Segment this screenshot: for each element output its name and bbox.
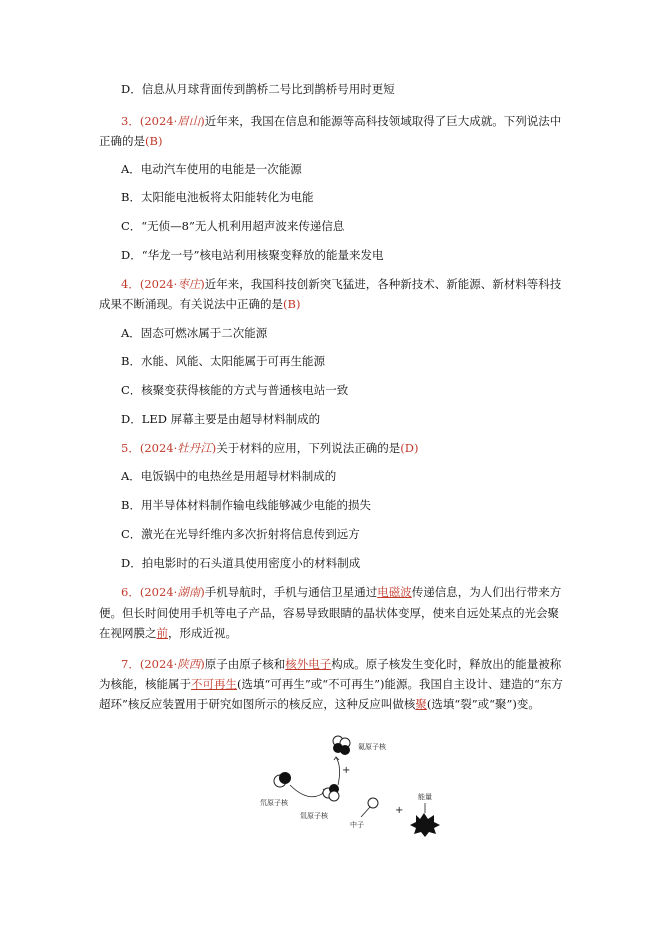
q5-source-close: ) (211, 441, 217, 455)
q7-source-open: (2024· (139, 657, 178, 671)
q4-stem-line2 (99, 296, 300, 312)
q5-source-place: 牡丹江 (177, 441, 212, 455)
q3-source-open: (2024· (139, 114, 178, 128)
q7-stem-text: 原子由原子核和 (204, 657, 286, 671)
q4-option-a: A．固态可燃冰属于二次能源 (121, 326, 268, 340)
arrow-left (290, 785, 326, 797)
q6-stem-text-post: 传递信息，为人们出行带来方 (411, 585, 562, 599)
q3-option-c: C．“无侦—8”无人机利用超声波来传递信息 (121, 219, 345, 233)
q4-source-place: 枣庄 (177, 277, 201, 291)
q6-source-close: ) (200, 585, 205, 599)
label-tritium: 氚原子核 (300, 812, 328, 820)
q5-stem-text: 关于材料的应用，下列说法正确的是 (216, 441, 401, 455)
fusion-diagram (250, 733, 450, 843)
q6-number: 6． (121, 585, 140, 599)
q6-blank-2: 前 (156, 626, 168, 640)
q5-option-b: B．用半导体材料制作输电线能够减少电能的损失 (121, 498, 371, 512)
q4-stem-text: 近年来，我国科技创新突飞猛进，各种新技术、新能源、新材料等科技 (204, 277, 562, 291)
q6-blank-1: 电磁波 (377, 585, 412, 599)
q3-option-d: D．“华龙一号”核电站利用核聚变释放的能量来发电 (121, 248, 384, 262)
q6-stem-line3 (99, 625, 237, 641)
q6-source-place: 湖南 (177, 585, 201, 599)
tritium-nucleus-icon (323, 784, 339, 801)
q6-stem-text3-post: ，形成近视。 (168, 626, 237, 640)
q4-option-d: D．LED 屏幕主要是由超导材料制成的 (121, 412, 321, 426)
q3-option-a: A．电动汽车使用的电能是一次能源 (121, 162, 302, 176)
q3-option-b: B．太阳能电池板将太阳能转化为电能 (121, 190, 314, 204)
helium-nucleus-icon (333, 736, 350, 755)
q7-blank-2: 不可再生 (191, 677, 237, 691)
q4-number: 4． (121, 277, 140, 291)
q3-source-close: ) (200, 114, 205, 128)
q7-stem-line2 (99, 676, 563, 692)
q3-number: 3． (121, 114, 140, 128)
q7-stem-text2: 为核能，核能属于 (99, 677, 191, 691)
energy-burst-icon (410, 803, 440, 837)
q4-option-b: B．水能、风能、太阳能属于可再生能源 (121, 354, 325, 368)
q3-answer: (B) (145, 134, 163, 148)
label-neutron: 中子 (350, 821, 364, 829)
q6-stem-line1 (121, 584, 561, 600)
label-helium: 氦原子核 (358, 743, 386, 751)
plus-sign-1: + (342, 765, 351, 776)
q5-source-open: (2024· (139, 441, 178, 455)
q7-stem-text2-post: (选填“可再生”或“不可再生”)能源。我国自主设计、建造的“东方 (237, 677, 563, 691)
q7-stem-text3: 超环”核反应装置用于研究如图所示的核反应，这种反应叫做核 (99, 697, 416, 711)
q6-stem-line2: 便。但长时间使用手机等电子产品，容易导致眼睛的晶状体变厚，使来自远处某点的光会聚 (99, 606, 559, 620)
q3-source-place: 眉山 (177, 114, 201, 128)
plus-sign-2: + (395, 805, 404, 816)
q3-stem-text2: 正确的是 (99, 134, 145, 148)
q4-source-open: (2024· (139, 277, 178, 291)
q4-stem-text2: 成果不断涌现。有关说法中正确的是 (99, 297, 283, 311)
q5-option-c: C．激光在光导纤维内多次折射将信息传到远方 (121, 527, 360, 541)
q7-stem-line3 (99, 696, 540, 712)
deuterium-nucleus-icon (274, 772, 291, 787)
q7-number: 7． (121, 657, 140, 671)
arrow-up (336, 757, 340, 785)
q7-stem-line1 (121, 656, 561, 672)
neutron-icon (361, 798, 378, 817)
q6-stem-text: 手机导航时，手机与通信卫星通过 (204, 585, 378, 599)
q4-option-c: C．核聚变获得核能的方式与普通核电站一致 (121, 383, 349, 397)
q7-source-place: 陕西 (177, 657, 201, 671)
q4-answer: (B) (283, 297, 301, 311)
q5-option-a: A．电饭锅中的电热丝是用超导材料制成的 (121, 469, 337, 483)
q4-source-close: ) (200, 277, 205, 291)
q7-stem-text3-post: (选填“裂”或“聚”)变。 (426, 697, 540, 711)
q6-stem-text3: 在视网膜之 (99, 626, 157, 640)
q7-blank-3: 聚 (415, 697, 427, 711)
q5-number: 5． (121, 441, 140, 455)
q3-stem-line1 (121, 113, 561, 129)
q7-stem-text-post: 构成。原子核发生变化时，释放出的能量被称 (331, 657, 562, 671)
q5-stem (121, 440, 418, 456)
q2-option-d: D．信息从月球背面传到鹊桥二号比到鹊桥号用时更短 (121, 82, 395, 96)
label-deuterium: 氘原子核 (260, 799, 288, 807)
q6-source-open: (2024· (139, 585, 178, 599)
q7-blank-1: 核外电子 (285, 657, 332, 671)
q4-stem-line1 (121, 276, 561, 292)
label-energy: 能量 (418, 793, 432, 801)
q7-source-close: ) (200, 657, 205, 671)
q3-stem-line2 (99, 133, 162, 149)
q5-answer: (D) (400, 441, 419, 455)
q3-stem-text: 近年来，我国在信息和能源等高科技领域取得了巨大成就。下列说法中 (204, 114, 562, 128)
q5-option-d: D．拍电影时的石头道具使用密度小的材料制成 (121, 556, 361, 570)
